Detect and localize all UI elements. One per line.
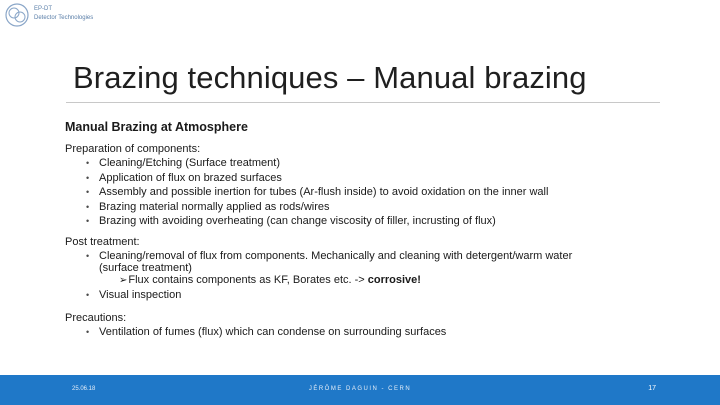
list-item: • Visual inspection — [86, 288, 705, 303]
list-item: • Ventilation of fumes (flux) which can condense on surrounding surfaces — [86, 325, 705, 340]
post-treatment-heading: Post treatment: — [65, 235, 140, 248]
post-treatment-section — [65, 235, 705, 303]
footer-author: JÉRÔME DAGUIN - CERN — [308, 386, 412, 392]
sub-bullet — [65, 273, 705, 289]
post-item-1: Cleaning/removal of flux from components. Mechanically and cleaning with detergent/warm water — [99, 250, 573, 262]
precautions-list — [65, 325, 705, 340]
sub-bullet-text: Flux contains components as KF, Borates etc. -> — [128, 273, 368, 286]
precautions-section — [65, 311, 705, 340]
precautions-heading: Precautions: — [65, 311, 127, 324]
list-item: • Brazing material normally applied as rods/wires — [86, 200, 705, 215]
post-treatment-list — [65, 249, 705, 273]
title-divider — [66, 102, 660, 103]
subheading: Manual Brazing at Atmosphere — [65, 120, 248, 134]
arrow-bullet-icon: ➢ — [119, 274, 128, 286]
list-item: • Cleaning/Etching (Surface treatment) — [86, 156, 705, 171]
logo — [4, 2, 104, 28]
footer-bar — [0, 375, 720, 405]
corrosive-emphasis: corrosive! — [367, 273, 421, 286]
preparation-section — [65, 142, 705, 229]
slide-content — [65, 120, 705, 346]
footer-date: 25.06.18 — [72, 386, 96, 392]
post-item-1-cont: (surface treatment) — [99, 261, 192, 274]
list-item — [86, 249, 705, 273]
list-item: • Brazing with avoiding overheating (can change viscosity of filler, incrusting of flux) — [86, 214, 705, 229]
page-number: 17 — [648, 385, 656, 392]
preparation-heading: Preparation of components: — [65, 142, 201, 155]
preparation-list — [65, 156, 705, 229]
slide-title: Brazing techniques – Manual brazing — [73, 60, 587, 95]
list-item: • Application of flux on brazed surfaces — [86, 171, 705, 186]
cern-logo-icon — [4, 2, 30, 28]
logo-line-1: EP-DT — [34, 6, 52, 12]
list-item: • Assembly and possible inertion for tubes (Ar-flush inside) to avoid oxidation on the inner wall — [86, 185, 705, 200]
logo-line-2: Detector Technologies — [34, 15, 94, 21]
